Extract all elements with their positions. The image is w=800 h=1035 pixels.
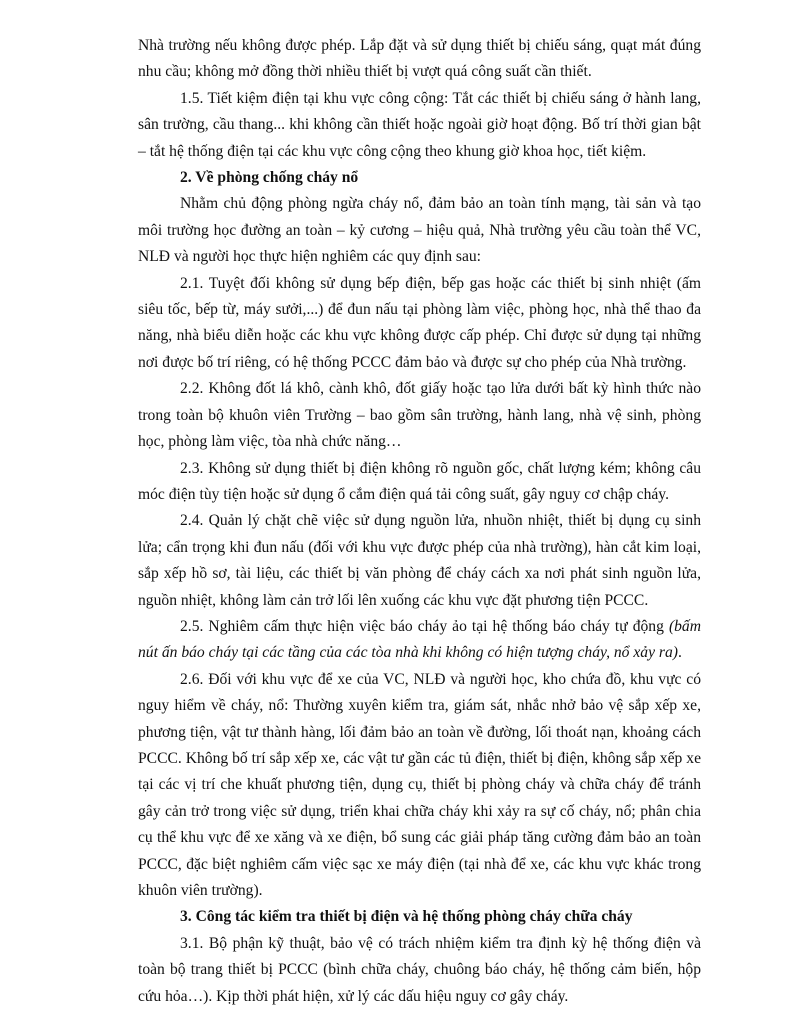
paragraph-3-1: 3.1. Bộ phận kỹ thuật, bảo vệ có trách nhiệm kiểm tra định kỳ hệ thống điện và toàn bộ trang thiết bị PCCC (bình chữa cháy, chuông báo cháy, hệ thống cảm biến, hộp cứu hỏa…). Kịp thời phát hiện, xử lý các dấu hiệu nguy cơ gây cháy. [138,934,701,1005]
paragraph-2-5-end: . [677,644,682,662]
heading-section-2: 2. Về phòng chống cháy nổ [180,169,359,187]
paragraph-2-5 [138,614,701,667]
paragraph-1-5: 1.5. Tiết kiệm điện tại khu vực công cộng: Tắt các thiết bị chiếu sáng ở hành lang, sân trường, cầu thang... khi không cần thiết hoặc ngoài giờ hoạt động. Bố trí thời gian bật – tắt hệ thống điện tại các khu vực công cộng theo khung giờ khoa học, tiết kiệm. [138,89,701,160]
paragraph-2-4: 2.4. Quản lý chặt chẽ việc sử dụng nguồn lửa, nhuồn nhiệt, thiết bị dụng cụ sinh lửa; cẩn trọng khi đun nấu (đối với khu vực được phép của nhà trường), hàn cắt kim loại, sắp xếp hồ sơ, tài liệu, các thiết bị văn phòng để cháy cách xa nơi phát sinh nguồn lửa, nguồn nhiệt, không làm cản trở lối lên xuống các khu vực đặt phương tiện PCCC. [138,512,701,609]
paragraph-2-5-italic: (bấm nút ấn báo cháy tại các tầng của các tòa nhà khi không có hiện tượng cháy, nổ xảy ra) [138,617,701,662]
paragraph-2-intro: Nhằm chủ động phòng ngừa cháy nổ, đảm bảo an toàn tính mạng, tài sản và tạo môi trường học đường an toàn – kỷ cương – hiệu quả, Nhà trường yêu cầu toàn thể VC, NLĐ và người học thực hiện nghiêm các quy định sau: [138,195,701,266]
paragraph-2-5-text: 2.5. Nghiêm cấm thực hiện việc báo cháy ảo tại hệ thống báo cháy tự động [180,617,669,635]
document-body [138,33,701,1010]
paragraph-2-3: 2.3. Không sử dụng thiết bị điện không rõ nguồn gốc, chất lượng kém; không câu móc điện tùy tiện hoặc sử dụng ổ cắm điện quá tải công suất, gây nguy cơ chập cháy. [138,459,701,503]
paragraph-2-2: 2.2. Không đốt lá khô, cành khô, đốt giấy hoặc tạo lửa dưới bất kỳ hình thức nào trong toàn bộ khuôn viên Trường – bao gồm sân trường, hành lang, nhà vệ sinh, phòng học, phòng làm việc, tòa nhà chức năng… [138,380,701,451]
paragraph-2-6: 2.6. Đối với khu vực để xe của VC, NLĐ và người học, kho chứa đồ, khu vực có nguy hiểm về cháy, nổ: Thường xuyên kiểm tra, giám sát, nhắc nhở bảo vệ sắp xếp xe, phương tiện, vật tư thành hàng, lối đảm bảo an toàn về đường, lối thoát nạn, khoảng cách PCCC. Không bố trí sắp xếp xe, các vật tư gần các tủ điện, thiết bị điện, không sắp xếp xe tại các vị trí che khuất phương tiện, dụng cụ, thiết bị phòng cháy và chữa cháy để tránh gây cản trở trong việc sử dụng, triển khai chữa cháy khi xảy ra sự cố cháy, nổ; phân chia cụ thể khu vực để xe xăng và xe điện, bổ sung các giải pháp tăng cường đảm bảo an toàn PCCC, đặc biệt nghiêm cấm việc sạc xe máy điện (tại nhà để xe, các khu vực khác trong khuôn viên trường). [138,670,701,899]
heading-section-3: 3. Công tác kiểm tra thiết bị điện và hệ thống phòng cháy chữa cháy [180,908,633,926]
paragraph-2-1: 2.1. Tuyệt đối không sử dụng bếp điện, bếp gas hoặc các thiết bị sinh nhiệt (ấm siêu tốc, bếp từ, máy sưởi,...) để đun nấu tại phòng làm việc, phòng học, nhà thể thao đa năng, nhà biểu diễn hoặc các khu vực không được cấp phép. Chỉ được sử dụng tại những nơi được bố trí riêng, có hệ thống PCCC đảm bảo và được sự cho phép của Nhà trường. [138,274,701,371]
paragraph-intro: Nhà trường nếu không được phép. Lắp đặt và sử dụng thiết bị chiếu sáng, quạt mát đúng nhu cầu; không mở đồng thời nhiều thiết bị vượt quá công suất cần thiết. [138,37,701,81]
